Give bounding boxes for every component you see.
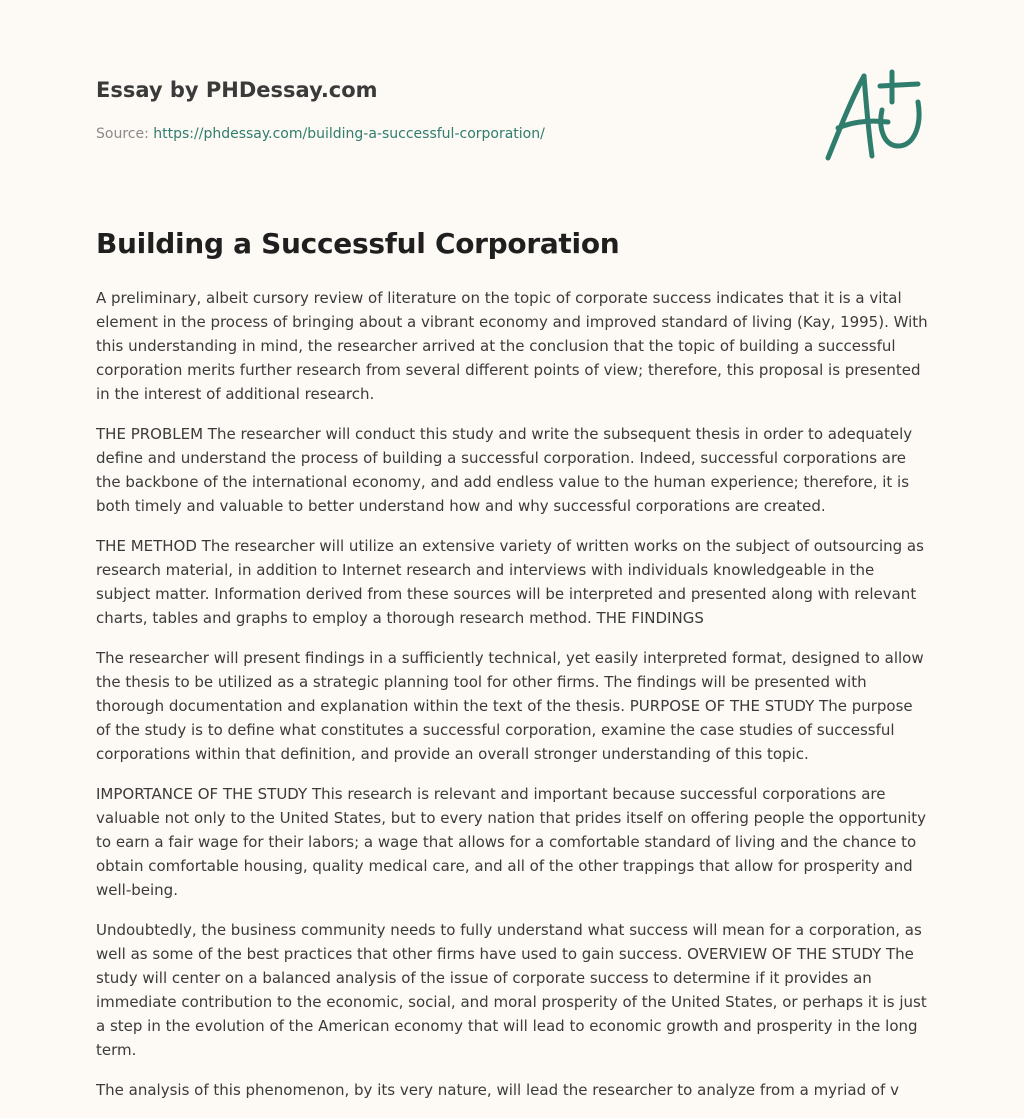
source-label: Source: [96,126,149,142]
article-paragraph: THE METHOD The researcher will utilize an extensive variety of written works on the subject of outsourcing as research material, in addition to Internet research and interviews with individuals knowledgeable in the subject matter. Information derived from these sources will be interpreted and presented along with relevant charts, tables and graphs to employ a thorough research method. THE FINDINGS [96,537,924,627]
article-paragraph: Undoubtedly, the business community needs to fully understand what success will mean for a corporation, as well as some of the best practices that other firms have used to gain success. OVERVIEW OF THE STUDY The study will center on a balanced analysis of the issue of corporate success to determine if it provides an immediate contribution to the economic, social, and moral prosperity of the United States, or perhaps it is just a step in the evolution of the American economy that will lead to economic growth and prosperity in the long term. [96,921,927,1059]
source-line [96,124,796,144]
site-brand: Essay by PHDessay.com [96,78,378,102]
a-plus-icon [818,66,930,166]
article-paragraph: The analysis of this phenomenon, by its very nature, will lead the researcher to analyze from a myriad of v [96,1081,899,1099]
article-body [96,286,930,1118]
source-link[interactable]: https://phdessay.com/building-a-successful-corporation/ [153,126,545,142]
article-paragraph: The researcher will present findings in a sufficiently technical, yet easily interpreted format, designed to allow the thesis to be utilized as a strategic planning tool for other firms. The findings will be presented with thorough documentation and explanation within the text of the thesis. PURPOSE OF THE STUDY The purpose of the study is to define what constitutes a successful corporation, examine the case studies of successful corporations within that definition, and provide an overall stronger understanding of this topic. [96,649,924,763]
article-paragraph: IMPORTANCE OF THE STUDY This research is relevant and important because successful corporations are valuable not only to the United States, but to every nation that prides itself on offering people the opportunity to earn a fair wage for their labors; a wage that allows for a comfortable standard of living and the chance to obtain comfortable housing, quality medical care, and all of the other trappings that allow for prosperity and well-being. [96,785,927,899]
article-title: Building a Successful Corporation [96,227,620,260]
article-paragraph: A preliminary, albeit cursory review of literature on the topic of corporate success indicates that it is a vital element in the process of bringing about a vibrant economy and improved standard of living (Kay, 1995). With this understanding in mind, the researcher arrived at the conclusion that the topic of building a successful corporation merits further research from several different points of view; therefore, this proposal is presented in the interest of additional research. [96,289,928,403]
article-paragraph: THE PROBLEM The researcher will conduct this study and write the subsequent thesis in order to adequately define and understand the process of building a successful corporation. Indeed, successful corporations are the backbone of the international economy, and add endless value to the human experience; therefore, it is both timely and valuable to better understand how and why successful corporations are created. [96,425,913,515]
page-header [96,76,796,144]
